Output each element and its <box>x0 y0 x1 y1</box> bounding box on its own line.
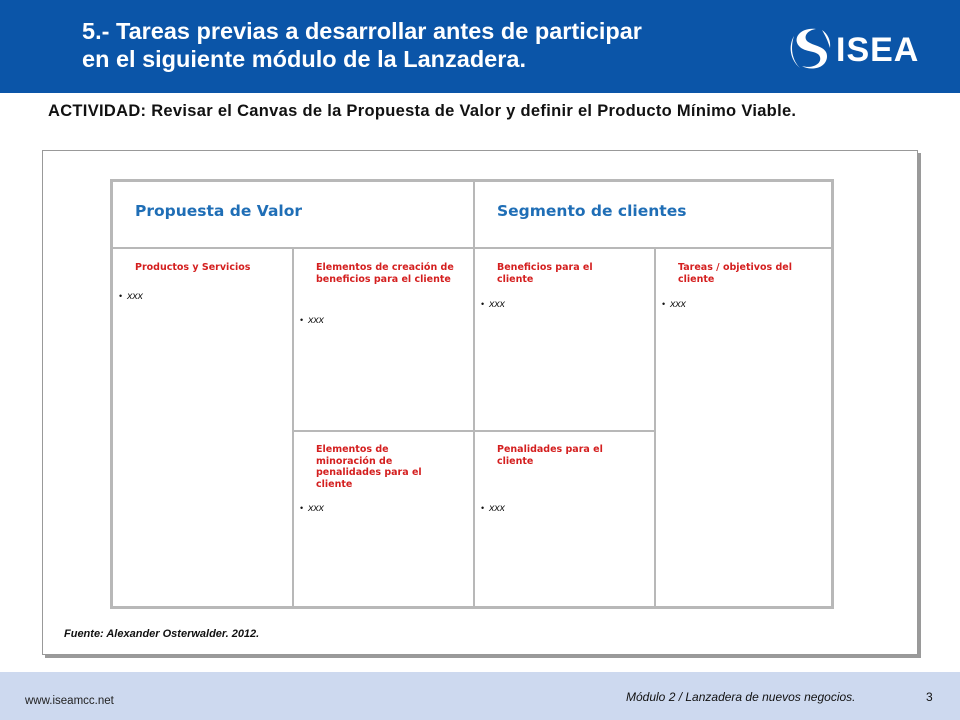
products-bullet-text: xxx <box>127 290 143 302</box>
segment-heading: Segmento de clientes <box>497 202 687 220</box>
footer-module: Módulo 2 / Lanzadera de nuevos negocios. <box>626 690 856 704</box>
gain-creators-cell <box>293 248 474 431</box>
pains-label: Penalidades para el cliente <box>497 444 603 467</box>
pain-relievers-bullet: • xxx <box>300 502 324 514</box>
gains-bullet-text: xxx <box>489 298 505 310</box>
gain-creators-bullet-text: xxx <box>308 314 324 326</box>
value-proposition-canvas <box>110 179 834 609</box>
slide-title-line2: en el siguiente módulo de la Lanzadera. <box>82 46 526 72</box>
pain-relievers-bullet-text: xxx <box>308 502 324 514</box>
pains-bullet: • xxx <box>481 502 505 514</box>
pains-bullet-text: xxx <box>489 502 505 514</box>
gain-creators-label: Elementos de creación de beneficios para el cliente <box>316 262 454 285</box>
products-bullet: • xxx <box>119 290 143 302</box>
segment-header-cell <box>474 181 832 248</box>
gain-creators-bullet: • xxx <box>300 314 324 326</box>
pains-cell <box>474 431 655 607</box>
pain-relievers-cell <box>293 431 474 607</box>
pain-relievers-label: Elementos de minoración de penalidades para el cliente <box>316 444 422 490</box>
jobs-label: Tareas / objetivos del cliente <box>678 262 792 285</box>
source-citation: Fuente: Alexander Osterwalder. 2012. <box>64 628 260 640</box>
jobs-bullet: • xxx <box>662 298 686 310</box>
jobs-cell <box>655 248 832 607</box>
gains-bullet: • xxx <box>481 298 505 310</box>
slide-title <box>82 17 642 73</box>
activity-text: ACTIVIDAD: Revisar el Canvas de la Propuesta de Valor y definir el Producto Mínimo Viable. <box>48 102 797 120</box>
page-number: 3 <box>926 690 933 704</box>
gains-cell <box>474 248 655 431</box>
isea-logo <box>786 24 936 74</box>
jobs-bullet-text: xxx <box>670 298 686 310</box>
products-cell <box>112 248 293 607</box>
value-prop-heading: Propuesta de Valor <box>135 202 303 220</box>
isea-swirl-icon <box>786 24 832 74</box>
products-label: Productos y Servicios <box>135 262 251 273</box>
gains-label: Beneficios para el cliente <box>497 262 593 285</box>
footer-url[interactable]: www.iseamcc.net <box>25 695 114 707</box>
header-bar <box>0 0 960 93</box>
isea-logo-text: ISEA <box>836 31 920 69</box>
value-prop-header-cell <box>112 181 474 248</box>
slide-title-line1: 5.- Tareas previas a desarrollar antes de participar <box>82 18 642 44</box>
